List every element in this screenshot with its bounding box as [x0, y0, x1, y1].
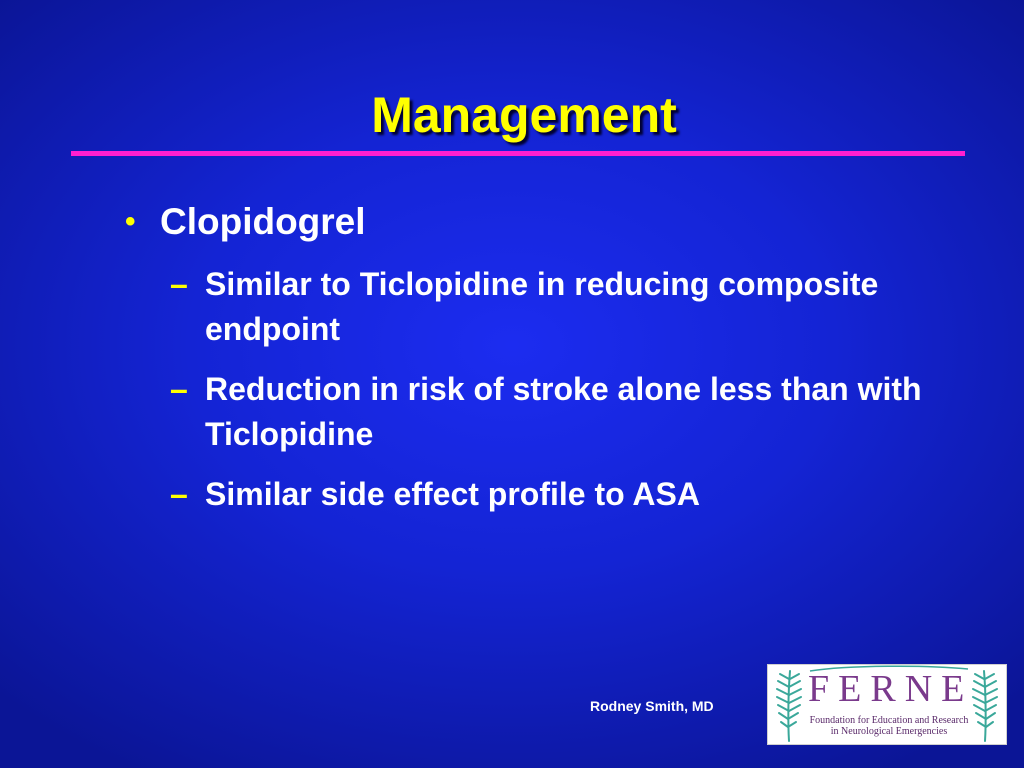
logo-tagline-line2: in Neurological Emergencies — [830, 726, 948, 737]
fern-icon — [772, 665, 806, 744]
bullet-marker: • — [125, 205, 136, 238]
sub-bullet-marker: – — [170, 476, 188, 512]
logo-tagline-line1: Foundation for Education and Research — [809, 715, 969, 726]
sub-bullet-text: Similar side effect profile to ASA — [205, 476, 700, 512]
logo-wordmark: FERNE — [808, 668, 974, 710]
ferne-logo — [767, 664, 1007, 745]
swoosh-icon — [808, 665, 970, 673]
sub-bullet-text: Reduction in risk of stroke alone less than with Ticlopidine — [205, 371, 922, 452]
author-footer: Rodney Smith, MD — [590, 698, 714, 714]
bullet-text: Clopidogrel — [160, 201, 366, 242]
sub-bullet-marker: – — [170, 371, 188, 407]
sub-bullet-item — [170, 472, 930, 517]
title-underline — [71, 151, 965, 156]
sub-bullet-item — [170, 367, 930, 457]
sub-bullet-marker: – — [170, 266, 188, 302]
sub-bullet-item — [170, 262, 930, 352]
slide-title: Management — [371, 87, 677, 143]
fern-icon — [968, 665, 1002, 744]
logo-tagline — [808, 715, 970, 737]
sub-bullet-text: Similar to Ticlopidine in reducing composite endpoint — [205, 266, 879, 347]
